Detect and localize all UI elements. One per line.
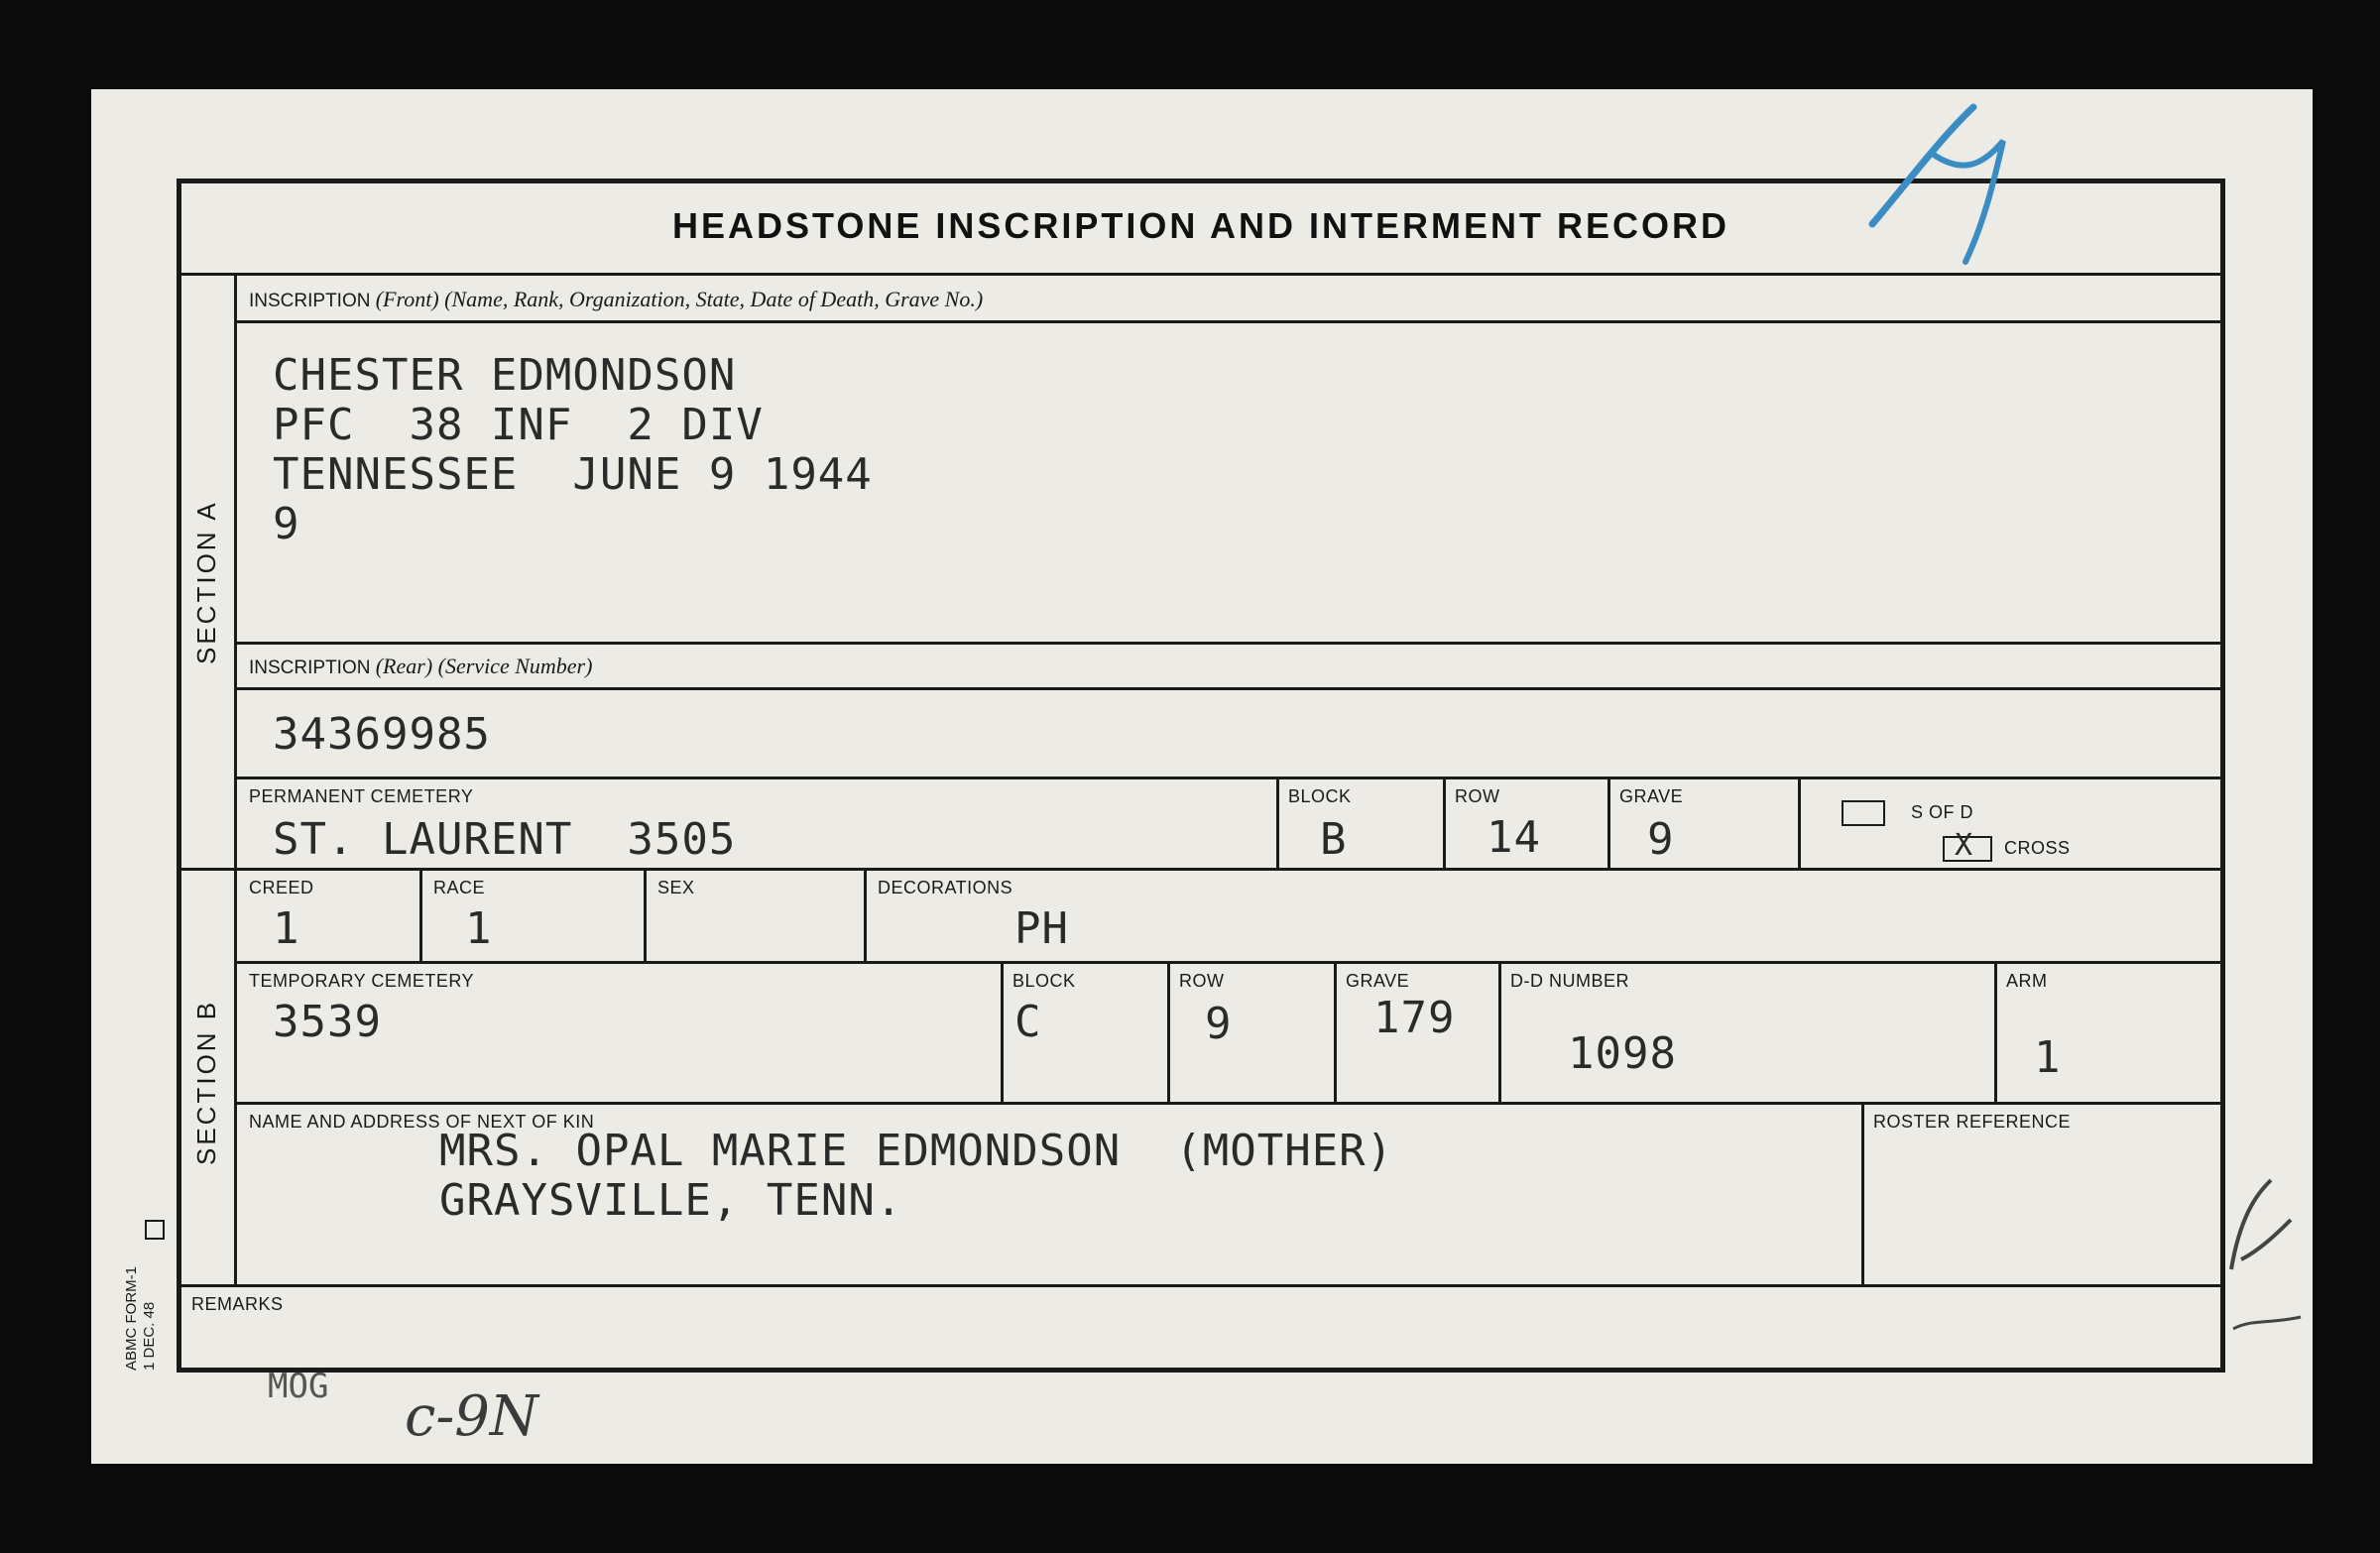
temporary-grave-value: 179 xyxy=(1373,993,1456,1043)
divider xyxy=(1001,961,1004,1102)
margin-checkbox xyxy=(145,1220,165,1240)
arm-label: ARM xyxy=(2006,971,2048,991)
section-b-label: SECTION B xyxy=(191,999,221,1165)
temporary-row-value: 9 xyxy=(1205,999,1233,1049)
divider xyxy=(237,1102,2220,1105)
handwritten-code: c-9N xyxy=(405,1384,538,1449)
temporary-grave-label: GRAVE xyxy=(1346,971,1410,991)
roster-reference-label: ROSTER REFERENCE xyxy=(1873,1112,2072,1132)
inscription-rear-label: INSCRIPTION (Rear) (Service Number) xyxy=(249,654,593,678)
inscription-front-line-4: 9 xyxy=(273,499,300,549)
divider xyxy=(1798,776,1801,868)
permanent-grave-value: 9 xyxy=(1647,814,1675,865)
divider xyxy=(1498,961,1501,1102)
sex-label: SEX xyxy=(657,878,695,897)
service-number: 34369985 xyxy=(273,709,491,760)
s-of-d-checkbox xyxy=(1842,800,1885,826)
divider xyxy=(237,776,2220,779)
divider xyxy=(644,868,647,961)
divider xyxy=(237,320,2220,323)
inscription-front-line-2: PFC 38 INF 2 DIV xyxy=(273,400,764,450)
dd-number-value: 1098 xyxy=(1568,1028,1677,1079)
divider xyxy=(1443,776,1446,868)
divider xyxy=(237,687,2220,690)
section-a-label: SECTION A xyxy=(191,500,221,664)
divider xyxy=(237,961,2220,964)
permanent-row-label: ROW xyxy=(1455,786,1500,806)
cross-checkbox xyxy=(1943,828,1992,863)
divider xyxy=(864,868,867,961)
dd-number-label: D-D NUMBER xyxy=(1510,971,1629,991)
next-of-kin-line-2: GRAYSVILLE, TENN. xyxy=(439,1175,903,1226)
margin-scribble xyxy=(2221,1150,2311,1349)
section-column-line xyxy=(234,273,237,1284)
temporary-block-label: BLOCK xyxy=(1012,971,1076,991)
permanent-cemetery-label: PERMANENT CEMETERY xyxy=(249,786,474,806)
race-value: 1 xyxy=(465,903,493,954)
remarks-divider xyxy=(181,1284,2220,1287)
section-divider xyxy=(181,868,2220,871)
temporary-cemetery-label: TEMPORARY CEMETERY xyxy=(249,971,475,991)
arm-value: 1 xyxy=(2034,1032,2062,1083)
inscription-front-line-3: TENNESSEE JUNE 9 1944 xyxy=(273,449,873,500)
divider xyxy=(1607,776,1610,868)
divider xyxy=(1334,961,1337,1102)
divider xyxy=(1167,961,1170,1102)
temporary-cemetery-value: 3539 xyxy=(273,997,382,1047)
divider xyxy=(1994,961,1997,1102)
form-title: HEADSTONE INSCRIPTION AND INTERMENT RECORD xyxy=(671,205,1730,246)
s-of-d-label: S OF D xyxy=(1911,802,1974,822)
next-of-kin-label: NAME AND ADDRESS OF NEXT OF KIN xyxy=(249,1112,595,1132)
permanent-grave-label: GRAVE xyxy=(1619,786,1684,806)
blue-pencil-mark xyxy=(1854,95,2033,274)
inscription-front-line-1: CHESTER EDMONDSON xyxy=(273,350,737,401)
next-of-kin-line-1: MRS. OPAL MARIE EDMONDSON (MOTHER) xyxy=(439,1126,1394,1176)
permanent-cemetery-value: ST. LAURENT 3505 xyxy=(273,814,737,865)
permanent-block-value: B xyxy=(1320,814,1348,865)
decorations-value: PH xyxy=(1014,903,1069,954)
record-form xyxy=(177,179,2225,1373)
cross-check-mark: X xyxy=(1955,828,1974,863)
creed-label: CREED xyxy=(249,878,314,897)
cross-label: CROSS xyxy=(2004,838,2071,858)
divider xyxy=(1861,1102,1864,1284)
divider xyxy=(419,868,422,961)
permanent-block-label: BLOCK xyxy=(1288,786,1352,806)
decorations-label: DECORATIONS xyxy=(878,878,1013,897)
form-number: ABMC FORM-1 1 DEC. 48 xyxy=(123,1266,158,1371)
stamp-mog: MOG xyxy=(268,1367,329,1406)
race-label: RACE xyxy=(433,878,486,897)
remarks-label: REMARKS xyxy=(191,1294,284,1314)
divider xyxy=(1276,776,1279,868)
temporary-block-value: C xyxy=(1014,997,1042,1047)
inscription-front-label: INSCRIPTION (Front) (Name, Rank, Organization, State, Date of Death, Grave No.) xyxy=(249,287,984,311)
permanent-row-value: 14 xyxy=(1487,812,1541,863)
creed-value: 1 xyxy=(273,903,300,954)
divider xyxy=(237,642,2220,645)
temporary-row-label: ROW xyxy=(1179,971,1225,991)
